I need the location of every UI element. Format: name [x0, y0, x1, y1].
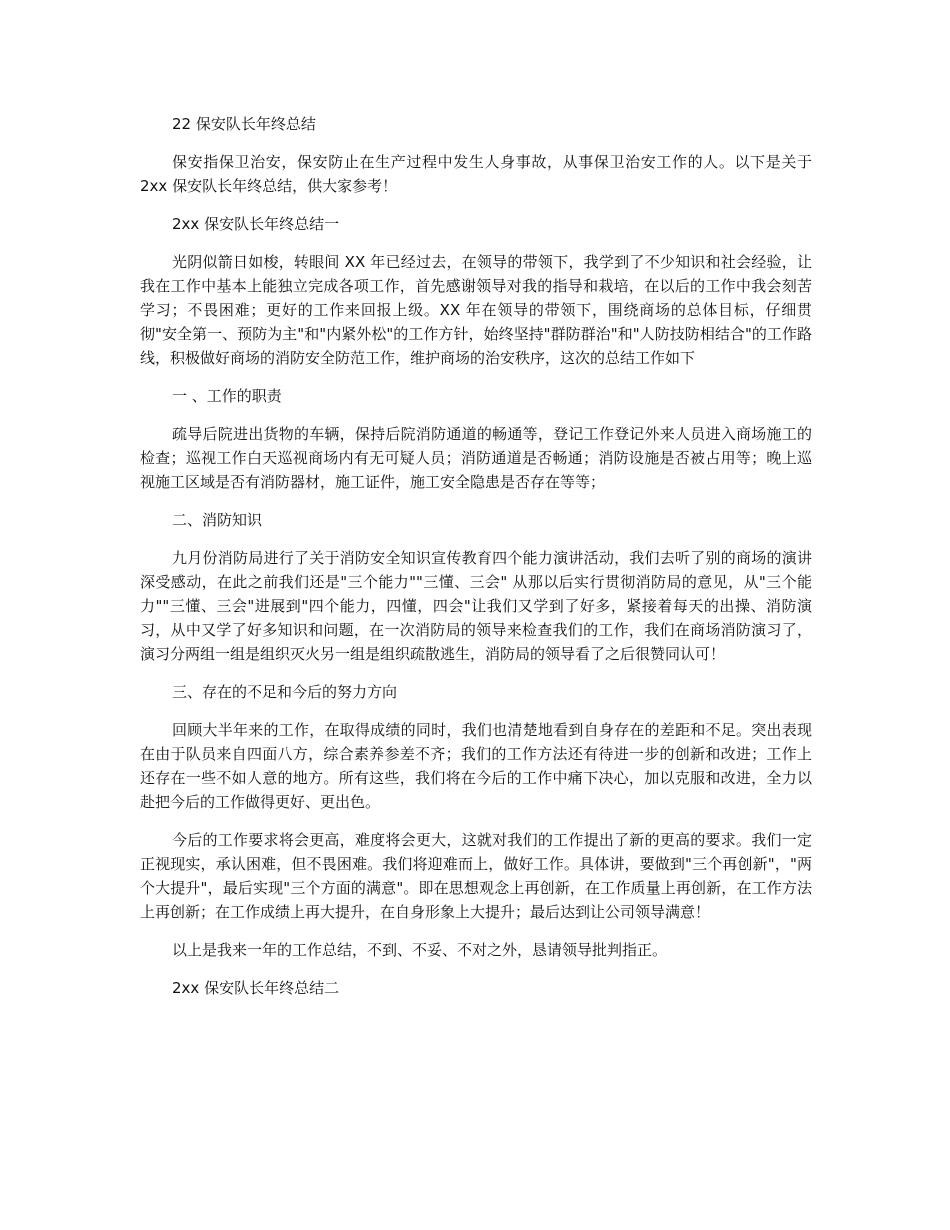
closing-paragraph: 以上是我来一年的工作总结，不到、不妥、不对之外，恳请领导批判指正。: [172, 941, 668, 959]
section-2-title: 2xx 保安队长年终总结二: [172, 979, 340, 997]
part-1-paragraph: 疏导后院进出货物的车辆，保持后院消防通道的畅通等，登记工作登记外来人员进入商场施工的检查；巡视工作白天巡视商场内有无可疑人员；消防通道是否畅通；消防设施是否被占用等；晚上巡视施工区域是否有消防器材，施工证件，施工安全隐患是否存在等等；: [140, 425, 812, 491]
intro-paragraph: 保安指保卫治安，保安防止在生产过程中发生人身事故，从事保卫治安工作的人。以下是关于 2xx 保安队长年终总结，供大家参考！: [140, 153, 812, 195]
part-1-title: 一 、工作的职责: [172, 387, 282, 405]
section-1-paragraph: 光阴似箭日如梭，转眼间 XX 年已经过去，在领导的带领下，我学到了不少知识和社会经验，让我在工作中基本上能独立完成各项工作，首先感谢领导对我的指导和栽培，在以后的工作中我会刻苦学习；不畏困难；更好的工作来回报上级。XX 年在领导的带领下，围绕商场的总体目标，仔细贯彻"安全第一、预防为主"和"内紧外松"的工作方针，始终坚持"群防群治"和"人防技防相结合"的工作路线，积极做好商场的消防安全防范工作，维护商场的治安秩序，这次的总结工作如下: [140, 253, 812, 367]
document-content: [140, 112, 812, 1000]
part-2-title: 二、消防知识: [172, 511, 263, 529]
part-2-paragraph: 九月份消防局进行了关于消防安全知识宣传教育四个能力演讲活动，我们去听了别的商场的演讲深受感动，在此之前我们还是"三个能力""三懂、三会" 从那以后实行贯彻消防局的意见，从"三个能力""三懂、三会"进展到"四个能力，四懂，四会"让我们又学到了好多，紧接着每天的出操、消防演习，从中又学了好多知识和问题，在一次消防局的领导来检查我们的工作，我们在商场消防演习了，演习分两组一组是组织灭火另一组是组织疏散逃生，消防局的领导看了之后很赞同认可！: [140, 549, 812, 663]
part-3-paragraph-2: 今后的工作要求将会更高，难度将会更大，这就对我们的工作提出了新的更高的要求。我们一定正视现实，承认困难，但不畏困难。我们将迎难而上，做好工作。具体讲，要做到"三个再创新"，"两个大提升"，最后实现"三个方面的满意"。即在思想观念上再创新，在工作质量上再创新，在工作方法上再创新；在工作成绩上再大提升，在自身形象上大提升；最后达到让公司领导满意！: [140, 831, 812, 921]
document-title: 22 保安队长年终总结: [172, 115, 316, 133]
part-3-paragraph-1: 回顾大半年来的工作，在取得成绩的同时，我们也清楚地看到自身存在的差距和不足。突出表现在由于队员来自四面八方，综合素养参差不齐；我们的工作方法还有待进一步的创新和改进；工作上还存在一些不如人意的地方。所有这些，我们将在今后的工作中痛下决心，加以克服和改进，全力以赴把今后的工作做得更好、更出色。: [140, 721, 812, 811]
part-3-title: 三、存在的不足和今后的努力方向: [172, 683, 398, 701]
section-1-title: 2xx 保安队长年终总结一: [172, 215, 340, 233]
